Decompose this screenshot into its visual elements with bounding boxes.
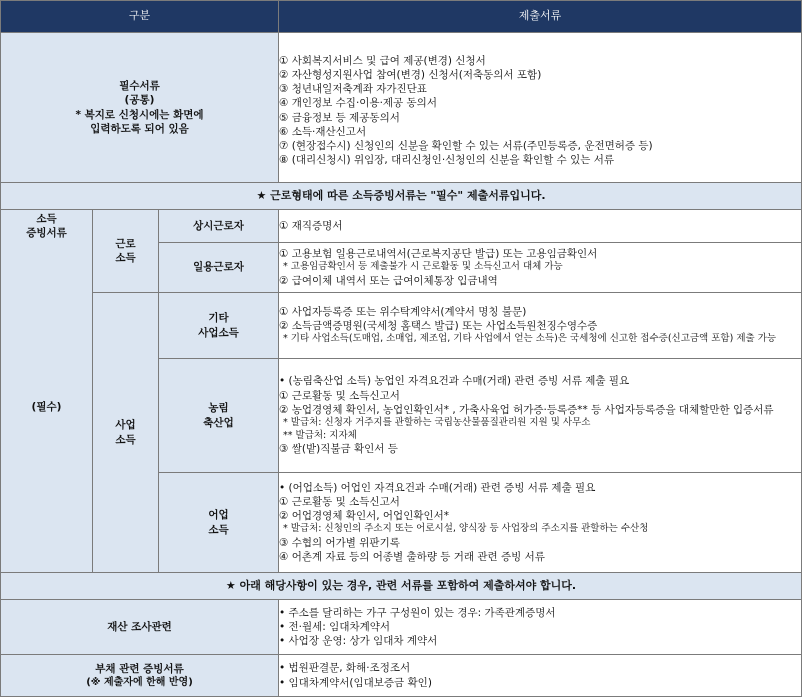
list-item: ① 근로활동 및 소득신고서 [279, 389, 400, 402]
list-item: ① 근로활동 및 소득신고서 [279, 495, 400, 508]
list-item: ⑦ (현장접수시) 신청인의 신분을 확인할 수 있는 서류(주민등록증, 운전면허증 등) [279, 139, 653, 152]
other-business-list [279, 293, 802, 359]
header-documents: 제출서류 [279, 1, 802, 33]
list-note: * 발급처: 신청자 거주지를 관할하는 국립농산물품질관리원 지원 및 사무소 [283, 416, 591, 428]
list-item: ③ 쌀(밭)직불금 확인서 등 [279, 443, 398, 456]
list-item: ③ 수협의 어가별 위판기록 [279, 536, 400, 549]
list-item: ② 농업경영체 확인서, 농업인확인서* , 가축사육업 허가증·등록증** 등 사업자등록증을 대체할만한 입증서류 [279, 403, 774, 416]
list-item: • 전·월세: 임대차계약서 [279, 620, 391, 633]
list-item: ④ 개인정보 수집·이용·제공 동의서 [279, 97, 437, 110]
list-note: * 발급처: 신청인의 주소지 또는 어로시설, 양식장 등 사업장의 주소지를 관할하는 수산청 [283, 523, 649, 535]
regular-worker-label: 상시근로자 [159, 210, 279, 243]
required-mark: (필수) [1, 243, 93, 573]
list-note: * 고용임금확인서 등 제출불가 시 근로활동 및 소득신고서 대체 가능 [283, 261, 563, 273]
list-item: ① 사업자등록증 또는 위수탁계약서(계약서 명칭 불문) [279, 305, 527, 318]
list-item: ⑧ (대리신청시) 위임장, 대리신청인·신청인의 신분을 확인할 수 있는 서류 [279, 154, 614, 167]
fishery-list [279, 473, 802, 573]
other-business-label: 기타 사업소득 [159, 293, 279, 359]
regular-worker-list [279, 210, 802, 243]
income-proof-notice: ★ 근로형태에 따른 소득증빙서류는 "필수" 제출서류입니다. [1, 183, 802, 210]
list-note: ** 발급처: 지자체 [283, 429, 357, 441]
additional-docs-notice: ★ 아래 해당사항이 있는 경우, 관련 서류를 포함하여 제출하셔야 합니다. [1, 573, 802, 600]
work-income-label: 근로 소득 [93, 210, 159, 293]
list-item: • 임대차계약서(임대보증금 확인) [279, 676, 432, 689]
list-item: ① 고용보험 일용근로내역서(근로복지공단 발급) 또는 고용임금확인서 [279, 247, 598, 260]
list-item: • (농림축산업 소득) 농업인 자격요건과 수매(거래) 관련 증빙 서류 제출 필요 [279, 375, 630, 388]
list-item: ② 자산형성지원사업 참여(변경) 신청서(저축동의서 포함) [279, 68, 542, 81]
list-item: ① 사회복지서비스 및 급여 제공(변경) 신청서 [279, 54, 486, 67]
fishery-label: 어업 소득 [159, 473, 279, 573]
list-item: ② 소득금액증명원(국세청 홈택스 발급) 또는 사업소득원천징수영수증 [279, 320, 598, 333]
list-item: ⑥ 소득·재산신고서 [279, 125, 367, 138]
required-common-label: 필수서류 (공통) * 복지로 신청시에는 화면에 입력하도록 되어 있음 [1, 33, 279, 183]
property-survey-label: 재산 조사관련 [1, 600, 279, 655]
daily-worker-list [279, 243, 802, 293]
list-item: • (어업소득) 어업인 자격요건과 수매(거래) 관련 증빙 서류 제출 필요 [279, 481, 596, 494]
required-common-list [279, 33, 802, 183]
list-item: • 주소를 달리하는 가구 구성원이 있는 경우: 가족관계증명서 [279, 606, 556, 619]
list-item: ④ 어촌계 자료 등의 어종별 출하량 등 거래 관련 증빙 서류 [279, 551, 545, 564]
list-item: ③ 청년내일저축계좌 자가진단표 [279, 83, 427, 96]
list-item: • 사업장 운영: 상가 임대차 계약서 [279, 635, 438, 648]
list-item: ② 어업경영체 확인서, 어업인확인서* [279, 510, 450, 522]
header-category: 구분 [1, 1, 279, 33]
income-proof-label: 소득 증빙서류 [1, 210, 93, 243]
debt-proof-list [279, 655, 802, 697]
farming-label: 농림 축산업 [159, 359, 279, 473]
daily-worker-label: 일용근로자 [159, 243, 279, 293]
business-income-label: 사업 소득 [93, 293, 159, 573]
farming-list [279, 359, 802, 473]
property-survey-list [279, 600, 802, 655]
list-item: ② 급여이체 내역서 또는 급여이체통장 입금내역 [279, 274, 498, 287]
list-item: ① 재직증명서 [279, 219, 343, 232]
list-item: ⑤ 금융정보 등 제공동의서 [279, 111, 400, 124]
list-note: * 기타 사업소득(도매업, 소매업, 제조업, 기타 사업에서 얻는 소득)은 국세청에 신고한 접수증(신고금액 포함) 제출 가능 [283, 333, 777, 345]
list-item: • 법원판결문, 화해·조정조서 [279, 662, 411, 675]
debt-proof-label: 부채 관련 증빙서류 (※ 제출자에 한해 반영) [1, 655, 279, 697]
